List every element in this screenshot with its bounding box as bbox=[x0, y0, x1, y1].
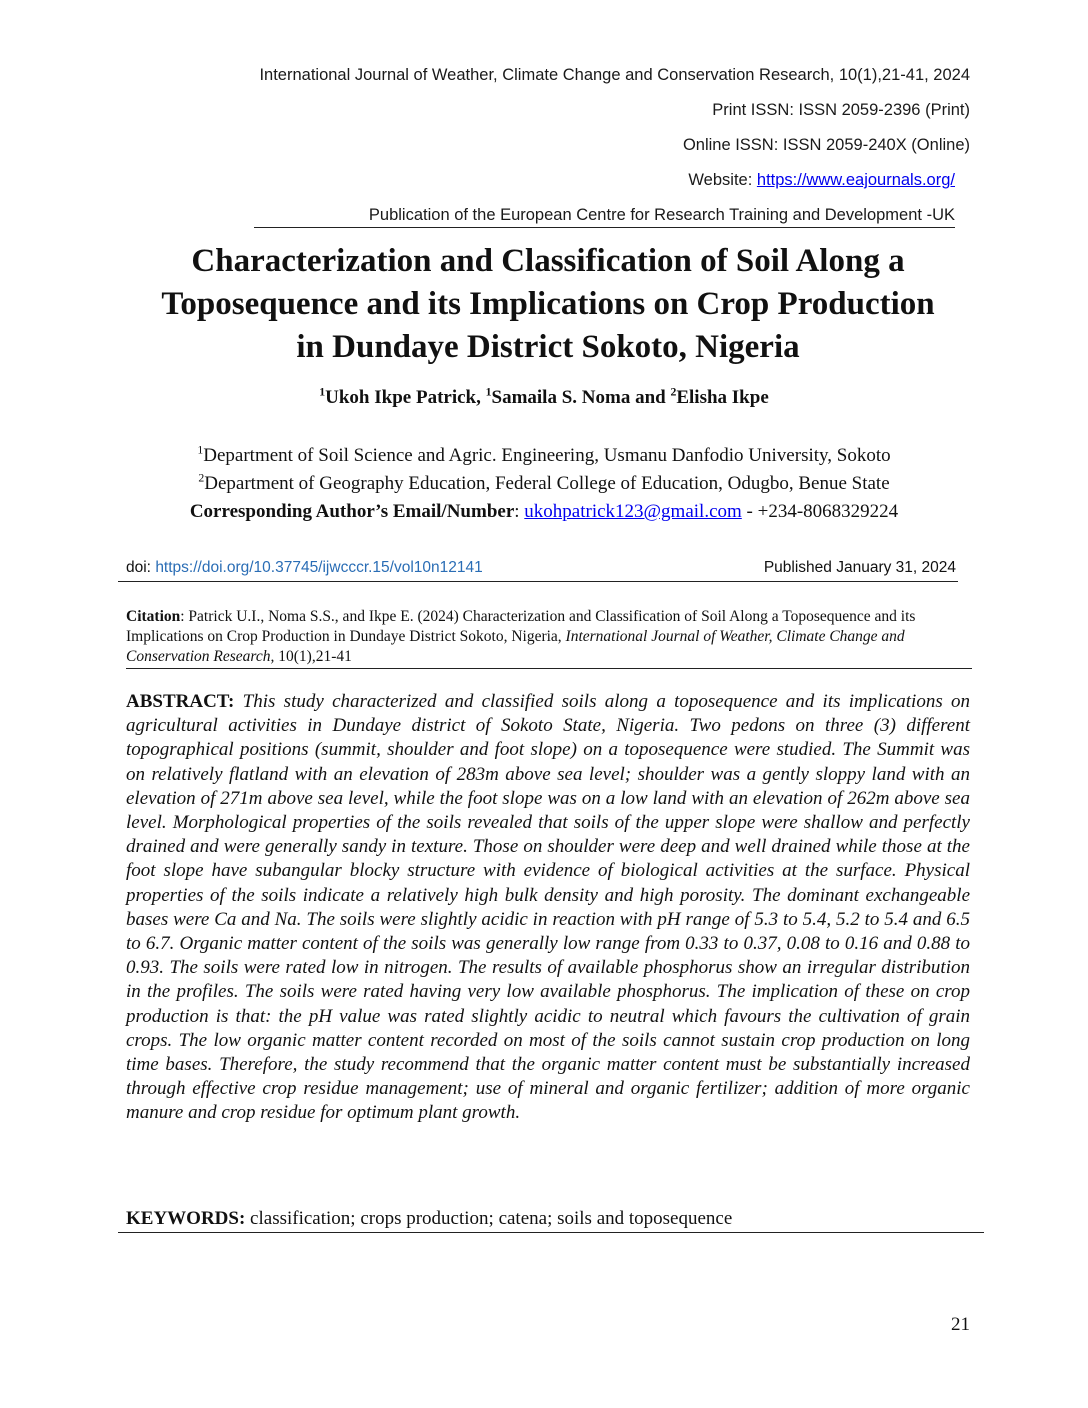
abstract-text: This study characterized and classified soils along a toposequence and its implications on agricultural activities in Dundaye district of Sokoto State, Nigeria. Two pedons on three (3) different topographical positions (summit, shoulder and foot slope) on a toposequence were studied. The Summit was on relatively flatland with an elevation of 283m above sea level; shoulder was a gently sloppy land with an elevation of 271m above sea level, while the foot slope was on a low land with an elevation of 262m above sea level. Morphological properties of the soils revealed that soils of the upper slope were shallow and perfectly drained and were generally sandy in texture. Those on shoulder were deep and well drained while those at the foot slope have subangular blocky structure with evidence of biological activities at the surface. Physical properties of the soils indicate a relatively high bulk density and high porosity. The dominant exchangeable bases were Ca and Na. The soils were slightly acidic in reaction with pH range of 5.3 to 5.4, 5.2 to 5.4 and 6.5 to 6.7. Organic matter content of the soils was generally low range from 0.33 to 0.37, 0.08 to 0.16 and 0.88 to 0.93. The soils were rated low in nitrogen. The results of available phosphorus show an irregular distribution in the profiles. The soils were rated having very low available phosphorus. The implication of these on crop production is that: the pH value was rated slightly acidic to neutral which favours the cultivation of grain crops. The low organic matter content recorded on most of the soils cannot sustain crop production on long time bases. Therefore, the study recommend that the organic matter content must be substantially increased through effective crop residue management; use of mineral and organic fertilizer; addition of more organic manure and crop residue for optimum plant growth. bbox=[126, 691, 970, 1124]
abstract bbox=[126, 690, 970, 1126]
doi-link[interactable]: https://doi.org/10.37745/ijwcccr.15/vol10n12141 bbox=[155, 559, 483, 576]
abstract-label: ABSTRACT: bbox=[126, 691, 235, 712]
affiliation-2 bbox=[0, 473, 1088, 495]
paper-title bbox=[100, 240, 996, 369]
author-affil-marker: 1 bbox=[485, 385, 492, 399]
author-name: Elisha Ikpe bbox=[676, 387, 769, 408]
citation-label: Citation bbox=[126, 608, 181, 625]
affiliation-marker: 1 bbox=[197, 443, 204, 457]
doi bbox=[126, 559, 483, 577]
corresponding-label: Corresponding Author’s Email/Number bbox=[189, 501, 515, 522]
affiliation-marker: 2 bbox=[198, 471, 205, 485]
citation bbox=[126, 607, 972, 669]
corresponding-email-link[interactable]: ukohpatrick123@gmail.com bbox=[524, 501, 742, 522]
published-date: Published January 31, 2024 bbox=[763, 559, 956, 576]
citation-journal: International Journal of Weather, Climate Change and Conservation Research, bbox=[126, 628, 905, 665]
author-affil-marker: 1 bbox=[319, 385, 326, 399]
author-name: Samaila S. Noma and bbox=[491, 387, 671, 408]
corresponding-sep: : bbox=[514, 501, 525, 522]
author-name: Ukoh Ikpe Patrick, bbox=[325, 387, 486, 408]
keywords bbox=[118, 1208, 984, 1233]
corresponding-phone: - +234-8068329224 bbox=[741, 501, 899, 522]
keywords-text: classification; crops production; catena; soils and toposequence bbox=[245, 1208, 733, 1229]
online-issn: Online ISSN: ISSN 2059-240X (Online) bbox=[682, 136, 970, 154]
website-link[interactable]: https://www.eajournals.org/ bbox=[756, 171, 955, 189]
title-line: Toposequence and its Implications on Crop Production bbox=[161, 286, 935, 322]
affiliation-text: Department of Soil Science and Agric. Engineering, Usmanu Danfodio University, Sokoto bbox=[203, 445, 891, 466]
journal-header: International Journal of Weather, Climate Change and Conservation Research, 10(1),21-41, 2024 bbox=[259, 66, 970, 84]
doi-line bbox=[118, 559, 958, 582]
website-label: Website: bbox=[688, 171, 757, 189]
author-affil-marker: 2 bbox=[670, 385, 677, 399]
doi-label: doi: bbox=[126, 559, 156, 576]
citation-text: : Patrick U.I., Noma S.S., and Ikpe E. (2024) Characterization and Classification of Soil Along a Toposequence and its Implications on Crop Production in Dundaye District Sokoto, Nigeria, bbox=[126, 608, 916, 645]
author-list bbox=[0, 387, 1088, 409]
publisher-line: Publication of the European Centre for Research Training and Development -UK bbox=[254, 206, 955, 228]
title-line: in Dundaye District Sokoto, Nigeria bbox=[296, 329, 800, 365]
affiliation-1 bbox=[0, 445, 1088, 467]
affiliation-text: Department of Geography Education, Federal College of Education, Odugbo, Benue State bbox=[204, 473, 890, 494]
page-number: 21 bbox=[951, 1314, 970, 1335]
keywords-label: KEYWORDS: bbox=[126, 1208, 246, 1229]
website-line bbox=[688, 171, 955, 190]
print-issn: Print ISSN: ISSN 2059-2396 (Print) bbox=[712, 101, 970, 119]
title-line: Characterization and Classification of Soil Along a bbox=[191, 243, 905, 279]
corresponding-author bbox=[0, 501, 1088, 523]
citation-volume: 10(1),21-41 bbox=[274, 648, 352, 665]
